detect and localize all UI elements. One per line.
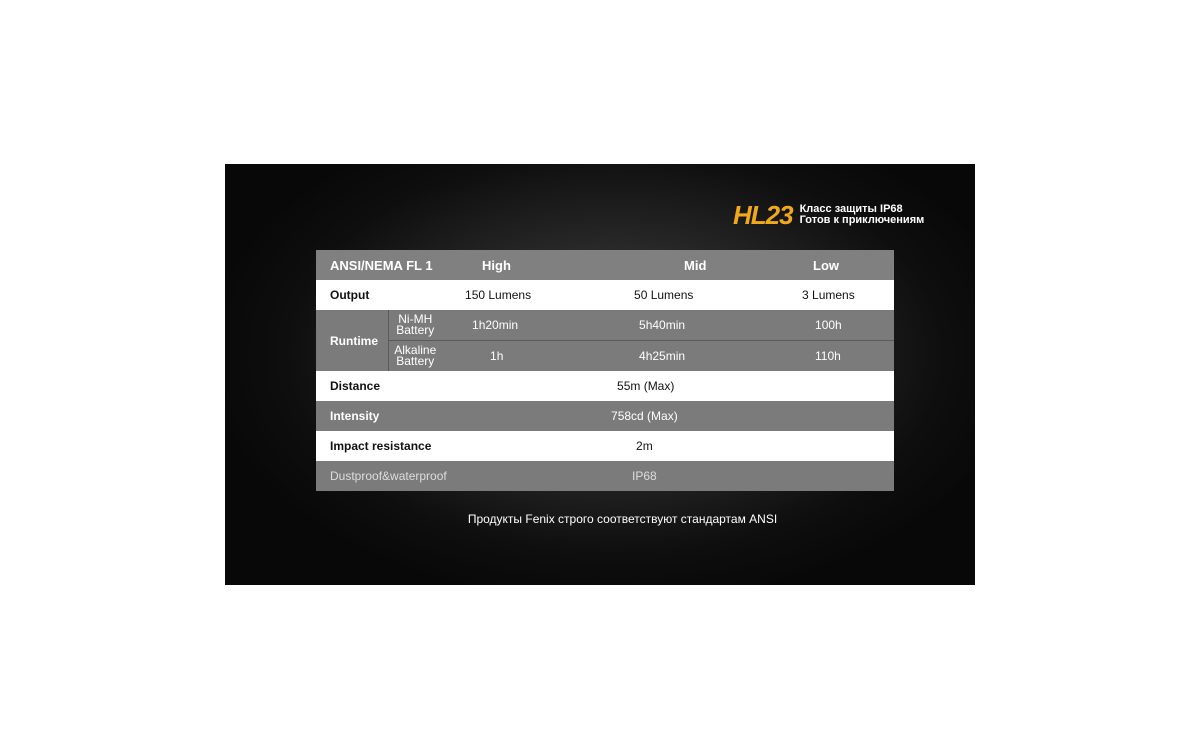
alkaline-low: 110h bbox=[797, 341, 894, 372]
waterproof-value: IP68 bbox=[442, 461, 894, 491]
table-row-intensity bbox=[316, 401, 894, 431]
nimh-line2: Battery bbox=[396, 323, 435, 337]
output-mid: 50 Lumens bbox=[632, 280, 797, 310]
impact-label: Impact resistance bbox=[316, 431, 442, 461]
alkaline-line2: Battery bbox=[396, 354, 435, 368]
header-high: High bbox=[442, 250, 632, 280]
nimh-line1: Ni-MH bbox=[398, 312, 433, 326]
alkaline-mid: 4h25min bbox=[632, 341, 797, 372]
runtime-label: Runtime bbox=[316, 310, 388, 371]
output-low: 3 Lumens bbox=[797, 280, 894, 310]
output-high: 150 Lumens bbox=[442, 280, 632, 310]
table-row-output bbox=[316, 280, 894, 310]
waterproof-label: Dustproof&waterproof bbox=[316, 461, 442, 491]
alkaline-high: 1h bbox=[442, 341, 632, 372]
intensity-value: 758cd (Max) bbox=[442, 401, 894, 431]
spec-panel bbox=[225, 164, 975, 585]
ansi-compliance-note: Продукты Fenix строго соответствуют стандартам ANSI bbox=[467, 512, 778, 526]
spec-table bbox=[316, 250, 894, 491]
tagline-line2: Готов к приключениям bbox=[799, 214, 925, 226]
header-mid: Mid bbox=[632, 250, 797, 280]
table-row-runtime-alkaline bbox=[316, 341, 894, 372]
nimh-high: 1h20min bbox=[442, 310, 632, 341]
product-logo: HL23 bbox=[733, 200, 793, 230]
table-row-impact bbox=[316, 431, 894, 461]
table-header-row bbox=[316, 250, 894, 280]
header-standard: ANSI/NEMA FL 1 bbox=[316, 250, 442, 280]
impact-value: 2m bbox=[442, 431, 894, 461]
alkaline-line1: Alkaline bbox=[394, 343, 437, 357]
output-label: Output bbox=[316, 280, 442, 310]
tagline-line1: Класс защиты IP68 bbox=[799, 203, 903, 215]
nimh-low: 100h bbox=[797, 310, 894, 341]
distance-label: Distance bbox=[316, 371, 442, 401]
brand-tagline bbox=[800, 204, 925, 226]
nimh-battery-label bbox=[388, 310, 442, 341]
header-low: Low bbox=[797, 250, 894, 280]
table-row-waterproof bbox=[316, 461, 894, 491]
table-row-distance bbox=[316, 371, 894, 401]
distance-value: 55m (Max) bbox=[442, 371, 894, 401]
nimh-mid: 5h40min bbox=[632, 310, 797, 341]
brand-header bbox=[733, 202, 924, 228]
intensity-label: Intensity bbox=[316, 401, 442, 431]
alkaline-battery-label bbox=[388, 341, 442, 372]
table-row-runtime-nimh bbox=[316, 310, 894, 341]
